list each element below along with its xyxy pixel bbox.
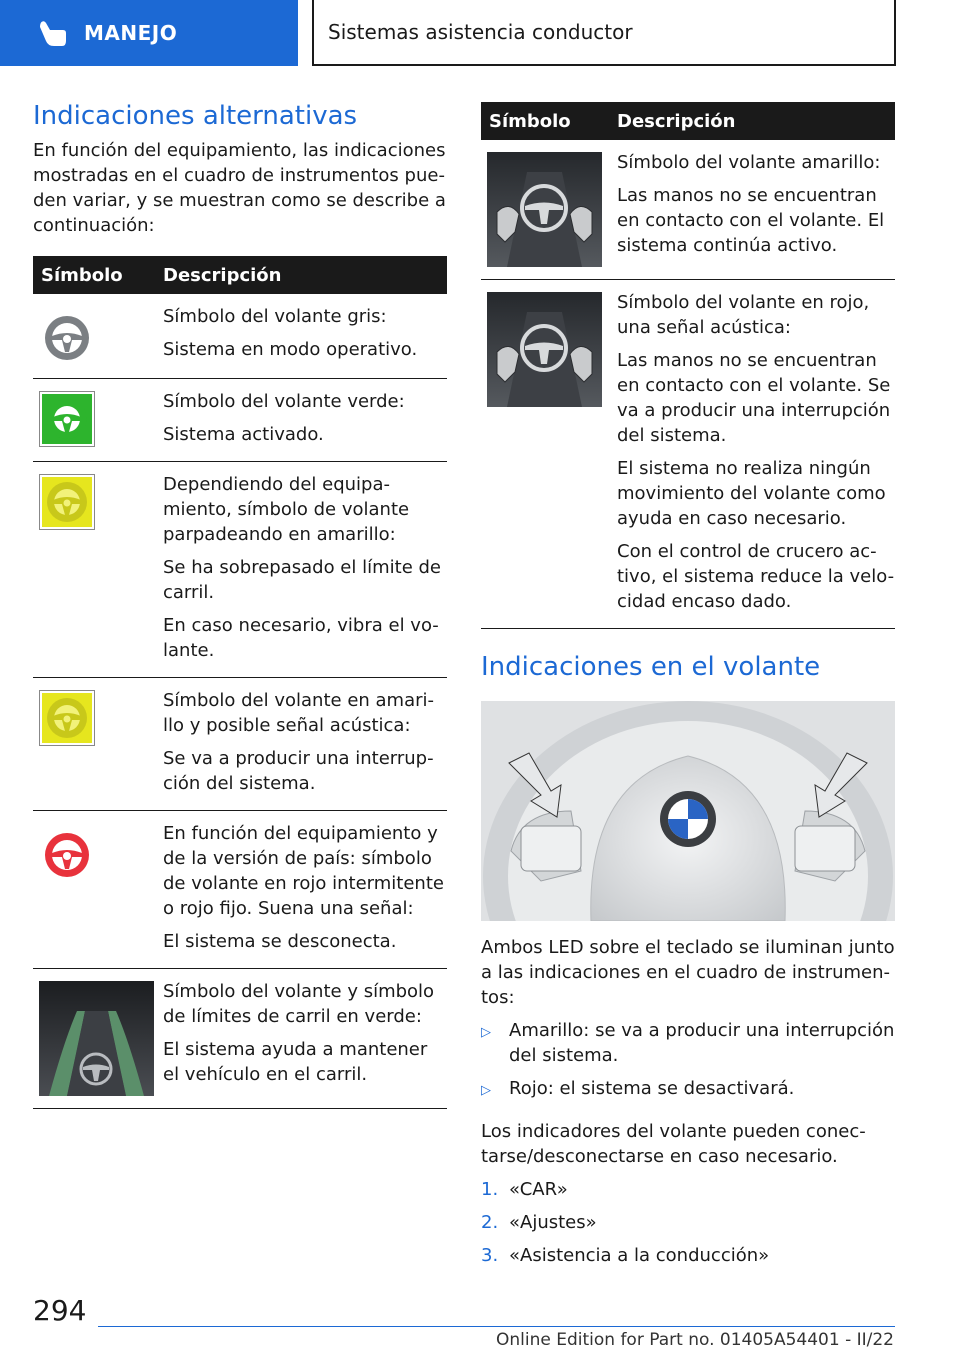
step-item — [481, 1210, 895, 1235]
chapter-label: MANEJO — [84, 21, 178, 45]
steering-wheel-led-photo — [481, 701, 895, 921]
header-simbolo: Símbolo — [33, 256, 155, 294]
chapter-tab — [0, 0, 298, 66]
table-row — [33, 379, 447, 462]
row-text: El sistema ayuda a mantener el vehículo en el carril. — [163, 1039, 428, 1085]
row-text: El sistema no realiza ningún movimiento del volante como ayuda en caso necesario. — [617, 458, 886, 529]
section-label: Sistemas asistencia conductor — [328, 20, 633, 44]
header-descripcion: Descripción — [155, 256, 447, 294]
right-column — [481, 102, 895, 1268]
header-simbolo: Símbolo — [481, 102, 609, 140]
row-text: Se va a producir una interrup-ción del sistema. — [163, 748, 434, 794]
table-row — [481, 140, 895, 280]
hands-off-yellow-icon — [487, 152, 602, 267]
row-text: Se ha sobrepasado el límite de carril. — [163, 557, 441, 603]
row-text: El sistema se desconecta. — [163, 931, 397, 952]
step-item — [481, 1177, 895, 1202]
steering-wheel-yellow-icon — [39, 474, 95, 530]
table-row — [33, 811, 447, 969]
step-number: 3. — [481, 1245, 499, 1266]
steering-wheel-red-icon — [39, 827, 95, 883]
left-column — [33, 100, 447, 1109]
led-paragraph: Ambos LED sobre el teclado se iluminan junto a las indicaciones en el cuadro de instrumen-tos: — [481, 937, 895, 1008]
step-item — [481, 1243, 895, 1268]
header-descripcion: Descripción — [609, 102, 895, 140]
step-number: 2. — [481, 1212, 499, 1233]
step-text: «Ajustes» — [509, 1212, 597, 1233]
table-row — [33, 969, 447, 1109]
row-text: Símbolo del volante gris: — [163, 306, 387, 327]
row-text: Símbolo del volante en amari-llo y posible señal acústica: — [163, 690, 435, 736]
step-number: 1. — [481, 1179, 499, 1200]
symbol-table-left — [33, 256, 447, 1109]
edition-note: Online Edition for Part no. 01405A54401 - II/22 — [495, 1330, 894, 1350]
bullet-triangle-icon: ▷ — [481, 1083, 491, 1098]
toggle-paragraph: Los indicadores del volante pueden conec-tarse/desconectarse en caso necesario. — [481, 1121, 866, 1167]
lane-steering-green-icon — [39, 981, 154, 1096]
section-box — [312, 0, 896, 66]
bullet-triangle-icon: ▷ — [481, 1025, 491, 1040]
steering-wheel-gray-icon — [39, 310, 95, 366]
row-text: En función del equipamiento y de la versión de país: símbolo de volante en rojo intermitente o rojo fijo. Suena una señal: — [163, 823, 444, 919]
row-text: Símbolo del volante amarillo: — [617, 152, 881, 173]
list-item-text: Amarillo: se va a producir una interrupción del sistema. — [509, 1020, 895, 1066]
page-header — [0, 0, 960, 66]
hands-off-red-icon — [487, 292, 602, 407]
hand-steering-icon — [32, 13, 72, 53]
row-text: Con el control de crucero ac-tivo, el sistema reduce la velo-cidad encaso dado. — [617, 541, 895, 612]
list-item-text: Rojo: el sistema se desactivará. — [509, 1078, 795, 1099]
section-title-volante: Indicaciones en el volante — [481, 652, 821, 682]
section-title-alternativas: Indicaciones alternativas — [33, 101, 358, 131]
row-text: Sistema en modo operativo. — [163, 339, 418, 360]
table-row — [481, 280, 895, 629]
row-text: Dependiendo del equipa-miento, símbolo de volante parpadeando en amarillo: — [163, 474, 410, 545]
row-text: Sistema activado. — [163, 424, 324, 445]
row-text: Símbolo del volante verde: — [163, 391, 405, 412]
step-text: «CAR» — [509, 1179, 568, 1200]
row-text: Las manos no se encuentran en contacto con el volante. Se va a producir una interrupción del sistema. — [617, 350, 891, 446]
row-text: Símbolo del volante y símbolo de límites de carril en verde: — [163, 981, 435, 1027]
list-item — [481, 1018, 895, 1068]
steering-wheel-yellow-icon — [39, 690, 95, 746]
table-row — [33, 294, 447, 379]
row-text: Símbolo del volante en rojo, una señal acústica: — [617, 292, 870, 338]
symbol-table-right — [481, 102, 895, 629]
footer-divider — [98, 1326, 895, 1327]
intro-paragraph: En función del equipamiento, las indicaciones mostradas en el cuadro de instrumentos pue-den variar, y se muestran como se describe a continuación: — [33, 140, 446, 236]
table-row — [33, 678, 447, 811]
page-number: 294 — [33, 1294, 87, 1327]
row-text: Las manos no se encuentran en contacto con el volante. El sistema continúa activo. — [617, 185, 885, 256]
row-text: En caso necesario, vibra el vo-lante. — [163, 615, 439, 661]
list-item — [481, 1076, 895, 1103]
steering-wheel-green-icon — [39, 391, 95, 447]
table-row — [33, 462, 447, 678]
step-text: «Asistencia a la conducción» — [509, 1245, 770, 1266]
